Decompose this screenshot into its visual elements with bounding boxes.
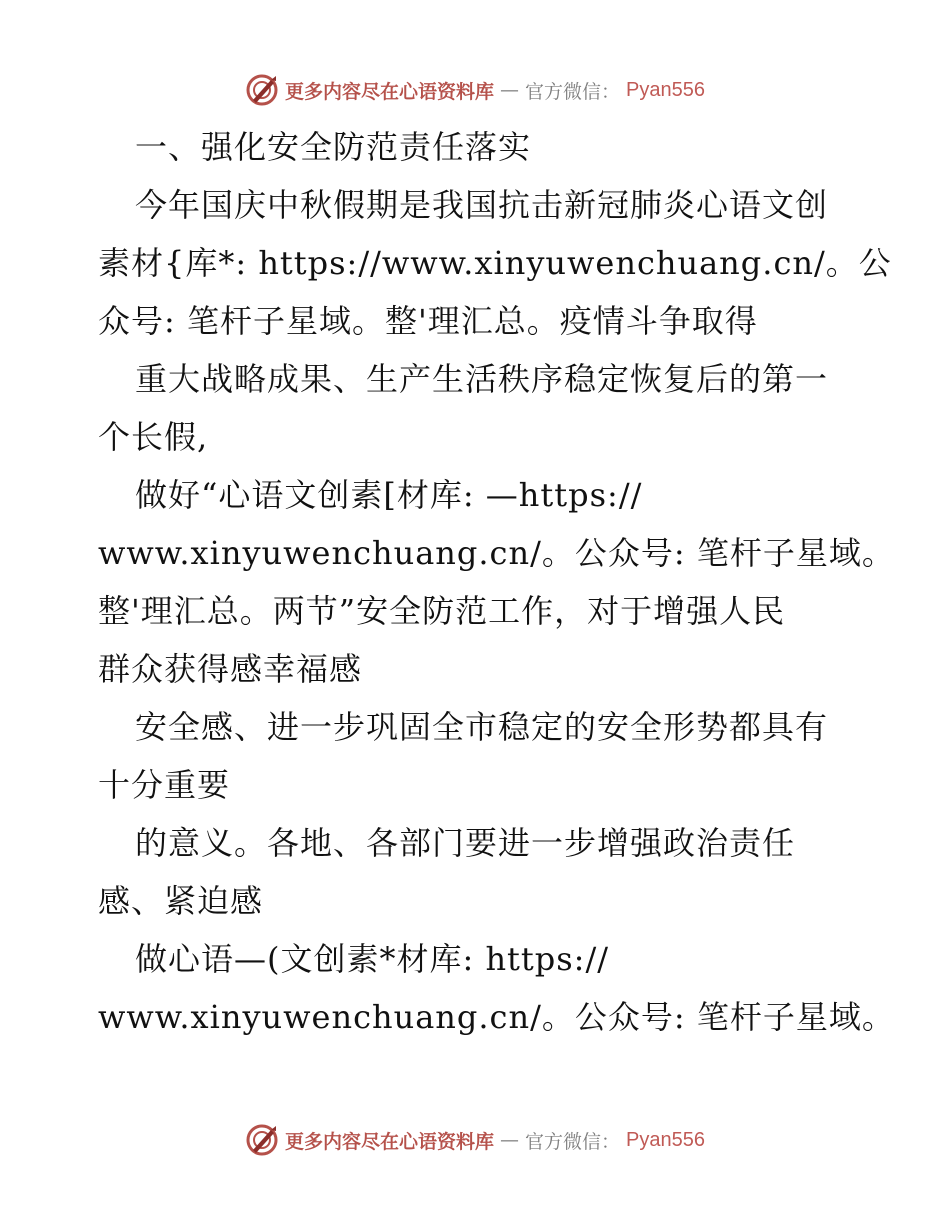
brand-logo-icon bbox=[245, 1123, 279, 1157]
paragraph-line: 安全感、进一步巩固全市稳定的安全形势都具有 bbox=[135, 708, 829, 746]
banner-main-text: 更多内容尽在心语资料库 bbox=[285, 80, 495, 103]
paragraph-line: 群众获得感幸福感 bbox=[98, 650, 363, 688]
paragraph-line: 整'理汇总。两节”安全防范工作，对于增强人民 bbox=[98, 592, 786, 630]
banner-main-text: 更多内容尽在心语资料库 bbox=[285, 1130, 495, 1153]
banner-wechat-id: Pyan556 bbox=[626, 1128, 705, 1151]
paragraph-line: 感、紧迫感 bbox=[98, 882, 264, 920]
paragraph-line: 素材{库*: https://www.xinyuwenchuang.cn/。公 bbox=[98, 244, 892, 282]
paragraph-line: 的意义。各地、各部门要进一步增强政治责任 bbox=[135, 824, 796, 862]
paragraph-line: www.xinyuwenchuang.cn/。公众号: 笔杆子星域。 bbox=[98, 998, 895, 1036]
paragraph-line: 做心语—(文创素*材库: https:// bbox=[135, 940, 610, 978]
paragraph-line: 个长假, bbox=[98, 418, 209, 456]
paragraph-line: 重大战略成果、生产生活秩序稳定恢复后的第一 bbox=[135, 360, 829, 398]
paragraph-line: 做好“心语文创素[材库: —https:// bbox=[135, 476, 643, 514]
paragraph-line: www.xinyuwenchuang.cn/。公众号: 笔杆子星域。 bbox=[98, 534, 895, 572]
footer-banner bbox=[0, 1120, 950, 1160]
banner-separator: — bbox=[500, 1129, 520, 1151]
header-banner bbox=[0, 70, 950, 110]
paragraph-line: 今年国庆中秋假期是我国抗击新冠肺炎心语文创 bbox=[135, 186, 829, 224]
banner-official-label: 官方微信： bbox=[525, 80, 621, 103]
document-body bbox=[98, 118, 895, 1046]
banner-official-label: 官方微信： bbox=[525, 1130, 621, 1153]
banner-wechat-id: Pyan556 bbox=[626, 78, 705, 101]
paragraph-line: 十分重要 bbox=[98, 766, 231, 804]
section-heading: 一、强化安全防范责任落实 bbox=[135, 128, 532, 166]
banner-separator: — bbox=[500, 79, 520, 101]
brand-logo-icon bbox=[245, 73, 279, 107]
paragraph-line: 众号: 笔杆子星域。整'理汇总。疫情斗争取得 bbox=[98, 302, 758, 340]
